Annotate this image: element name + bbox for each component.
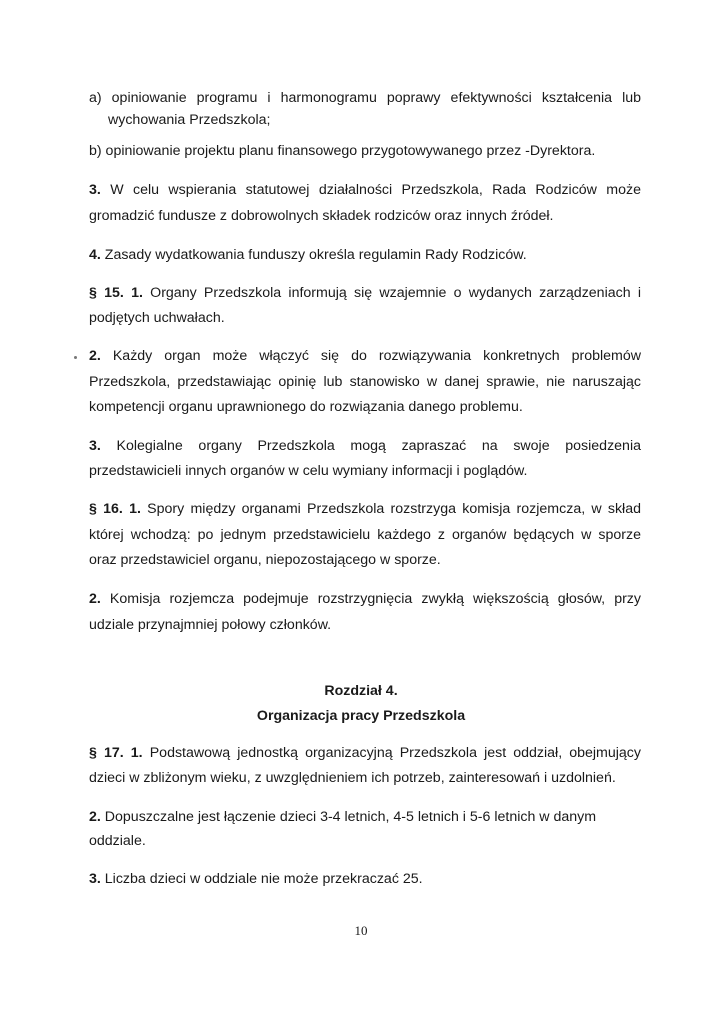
list-item-a-cont: wychowania Przedszkola; xyxy=(108,112,271,128)
section-16-end: oraz przedstawiciel organu, niepozostającego w sporze. xyxy=(89,552,441,568)
section-16-cont: której wchodzą: po jednym przedstawicielu każdego z organów będących w sporze xyxy=(89,527,641,543)
section-17: § 17. 1. Podstawową jednostką organizacyjną Przedszkola jest oddział, obejmujący xyxy=(89,745,641,761)
list-item-b: b) opiniowanie projektu planu finansowego przygotowywanego przez -Dyrektora. xyxy=(89,143,596,159)
section-15-paragraph-3: 3. Kolegialne organy Przedszkola mogą zapraszać na swoje posiedzenia xyxy=(89,438,641,454)
section-16-paragraph-2: 2. Komisja rozjemcza podejmuje rozstrzygnięcia zwykłą większością głosów, przy xyxy=(89,591,641,607)
section-15-paragraph-2: 2. Każdy organ może włączyć się do rozwiązywania konkretnych problemów xyxy=(89,348,641,364)
paragraph-3-cont: gromadzić fundusze z dobrowolnych składek rodziców oraz innych źródeł. xyxy=(89,208,554,224)
paragraph-3: 3. W celu wspierania statutowej działalności Przedszkola, Rada Rodziców może xyxy=(89,182,641,198)
section-15-paragraph-2-cont: Przedszkola, przedstawiając opinię lub stanowisko w danej sprawie, nie naruszając xyxy=(89,374,641,390)
paragraph-4: 4. Zasady wydatkowania funduszy określa regulamin Rady Rodziców. xyxy=(89,247,527,263)
chapter-label: Rozdział 4. xyxy=(324,683,398,699)
chapter-title: Organizacja pracy Przedszkola xyxy=(256,708,466,724)
scan-speck xyxy=(74,356,77,359)
section-15: § 15. 1. Organy Przedszkola informują się wzajemnie o wydanych zarządzeniach i xyxy=(89,285,641,301)
section-15-paragraph-2-end: kompetencji organu uprawnionego do rozwiązania danego problemu. xyxy=(89,399,523,415)
section-15-paragraph-3-cont: przedstawicieli innych organów w celu wymiany informacji i poglądów. xyxy=(89,463,528,479)
page-number: 10 xyxy=(354,923,368,938)
section-15-cont: podjętych uchwałach. xyxy=(89,310,225,326)
section-17-paragraph-2: 2. Dopuszczalne jest łączenie dzieci 3-4 letnich, 4-5 letnich i 5-6 letnich w danym xyxy=(89,809,597,825)
section-17-cont: dzieci w zbliżonym wieku, z uwzględnieniem ich potrzeb, zainteresowań i uzdolnień. xyxy=(89,770,616,786)
section-16-paragraph-2-cont: udziale przynajmniej połowy członków. xyxy=(89,617,332,633)
section-16: § 16. 1. Spory między organami Przedszkola rozstrzyga komisja rozjemcza, w skład xyxy=(89,501,641,517)
list-item-a: a) opiniowanie programu i harmonogramu poprawy efektywności kształcenia lub xyxy=(89,90,641,106)
section-17-paragraph-3: 3. Liczba dzieci w oddziale nie może przekraczać 25. xyxy=(89,871,423,887)
section-17-paragraph-2-cont: oddziale. xyxy=(89,833,146,849)
